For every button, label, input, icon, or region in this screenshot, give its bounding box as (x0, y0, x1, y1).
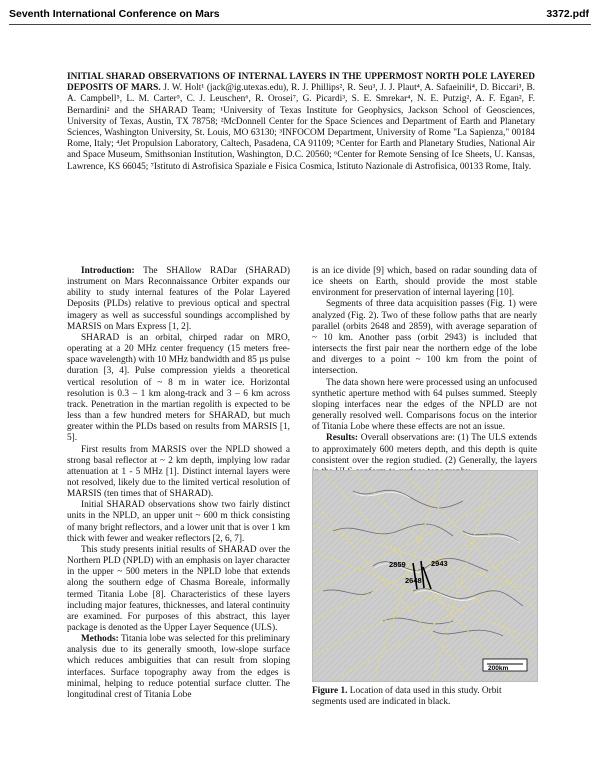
shaded-relief-map (313, 471, 537, 681)
figure-caption (312, 686, 537, 708)
header-divider (9, 24, 591, 25)
paragraph: First results from MARSIS over the NPLD showed a strong basal reflector at ~ 2 km depth, implying low radar attenuation at 1 - 5 MHz [1]. Distinct internal layers were not resolved, likely due to the limited vertical resolution of MARSIS (ten times that of SHARAD). (67, 444, 290, 500)
orbit-label-2943: 2943 (431, 559, 448, 568)
title-block (67, 72, 535, 173)
right-column (312, 266, 537, 489)
left-column (67, 266, 290, 701)
paragraph: This study presents initial results of SHARAD over the Northern PLD (NPLD) with an emphasis on layer character in the upper ~ 500 meters in the NPLD lobe that extends along the southern edge of Chasma Boreale, informally termed Titania Lobe [8]. Characteristics of these layers including major features, thicknesses, and lateral continuity are examined. For purposes of this abstract, this layer package is denoted as the Upper Layer Sequence (ULS). (67, 544, 290, 633)
paper-title: INITIAL SHARAD OBSERVATIONS OF INTERNAL LAYERS IN THE UPPERMOST NORTH POLE LAYERED DEPOSITS OF MARS. (67, 72, 535, 94)
figure-caption-label: Figure 1. (312, 686, 348, 696)
paragraph: Segments of three data acquisition passes (Fig. 1) were analyzed (Fig. 2). Two of these follow paths that are nearly parallel (orbits 2648 and 2859), with average separation of ~ 10 km. Another pass (orbit 2943) is included that intersects the first pair near the northern edge of the lobe and diverges to a point ~ 100 km from the point of intersection. (312, 299, 537, 377)
paragraph-text: Overall observations are: (1) The ULS extends to approximately 600 meters depth, and this depth is quite consistent over the region studied. (2) Generally, the layers (312, 433, 537, 466)
paragraph-text: Titania lobe was selected for this preliminary analysis due to its generally smooth, low-slope surface which reduces ambiguities that can result from sloping interfaces. Surface topography away from the edges is minimal, helping to reduce potential surface clutter. The longitudinal crest of Titania Lobe (67, 634, 290, 700)
paragraph: The data shown here were processed using an unfocused synthetic aperture method with 64 pulses summed. Steeply sloping interfaces near the edges of the NPLD are not generally resolved well. Comparisons focus on the interior of Titania Lobe where these effects are not an issue. (312, 377, 537, 433)
file-name: 3372.pdf (546, 8, 589, 20)
section-heading-introduction: Introduction: (81, 266, 135, 276)
paragraph: is an ice divide [9] which, based on radar sounding data of ice sheets on Earth, should provide the most stable environment for preservation of internal layering [10]. (312, 266, 537, 299)
authors-affiliations: J. W. Holt¹ (jack@ig.utexas.edu), R. J. Phillips², R. Seu³, J. J. Plaut⁴, A. Safaeinili⁴, D. Biccari³, B. A. Campbell⁵, L. M. Carter⁵, C. J. Leuschen⁶, R. Orosei⁷, G. Picardi³, S. E. Smrekar⁴, N. E. Putzig², A. F. Egan², F. Bernardini² and the SHARAD Team; ¹University of Texas Institute for Geophysics, Jackson School of Geosciences, University of Texas, Austin, TX 78758; ²McDonnell Center for the Space Sciences and Department of Earth and Planetary Sciences, Washington University, St. Louis, MO 63130; ³INFOCOM Department, University of Rome "La Sapienza," 00184 Rome, Italy; ⁴Jet Propulsion Laboratory, Caltech, Pasadena, CA 91109; ⁵Center for Earth and Planetary Studies, National Air and Space Museum, Smithsonian Institution, Washington, D.C. 20560; ⁶Center for Remote Sensing of Ice Sheets, U. Kansas, Lawrence, KS 66045; ⁷Istituto di Astrofisica Spaziale e Fisica Cosmica, Istituto Nazionale di Astrofisica, 00133 Rome, Italy. (67, 83, 535, 172)
conference-header: Seventh International Conference on Mars (9, 8, 220, 20)
orbit-label-2859: 2859 (389, 560, 406, 569)
scale-bar-label: 200km (488, 665, 509, 672)
figure-1-image (312, 470, 538, 682)
figure-caption-text: Location of data used in this study. Orbit segments used are indicated in black. (312, 686, 502, 708)
section-heading-results: Results: (326, 433, 359, 444)
paragraph-text: The SHAllow RADar (SHARAD) instrument on Mars Reconnaissance Orbiter expands our ability to study internal features of the Polar Layered Deposits (PLDs) relative to previous optical and spectral imagery as well as successful soundings accomplished by MARSIS on Mars Express [1, 2]. (67, 266, 290, 332)
paragraph: Initial SHARAD observations show two fairly distinct units in the NPLD, an upper unit ~ 600 m thick consisting of many bright reflectors, and a lower unit that is over 1 km thick with fewer and weaker reflectors [2, 6, 7]. (67, 500, 290, 544)
section-heading-methods: Methods: (81, 634, 119, 645)
paragraph: SHARAD is an orbital, chirped radar on MRO, operating at a 20 MHz center frequency (15 meters free-space wavelength) with 10 MHz bandwidth and 85 µs pulse duration [3, 4]. Pulse compression yields a theoretical vertical resolution of ~ 8 m in water ice. Horizontal resolution is 0.3 – 1 km along-track and 3 – 6 km across track. Penetration in the martian regolith is expected to be less than a few hundred meters for SHARAD, but much greater within the PLDs based on results from MARSIS [1, 5]. (67, 332, 291, 444)
orbit-label-2648: 2648 (405, 576, 422, 585)
paragraph (67, 634, 290, 701)
paragraph (67, 266, 290, 333)
